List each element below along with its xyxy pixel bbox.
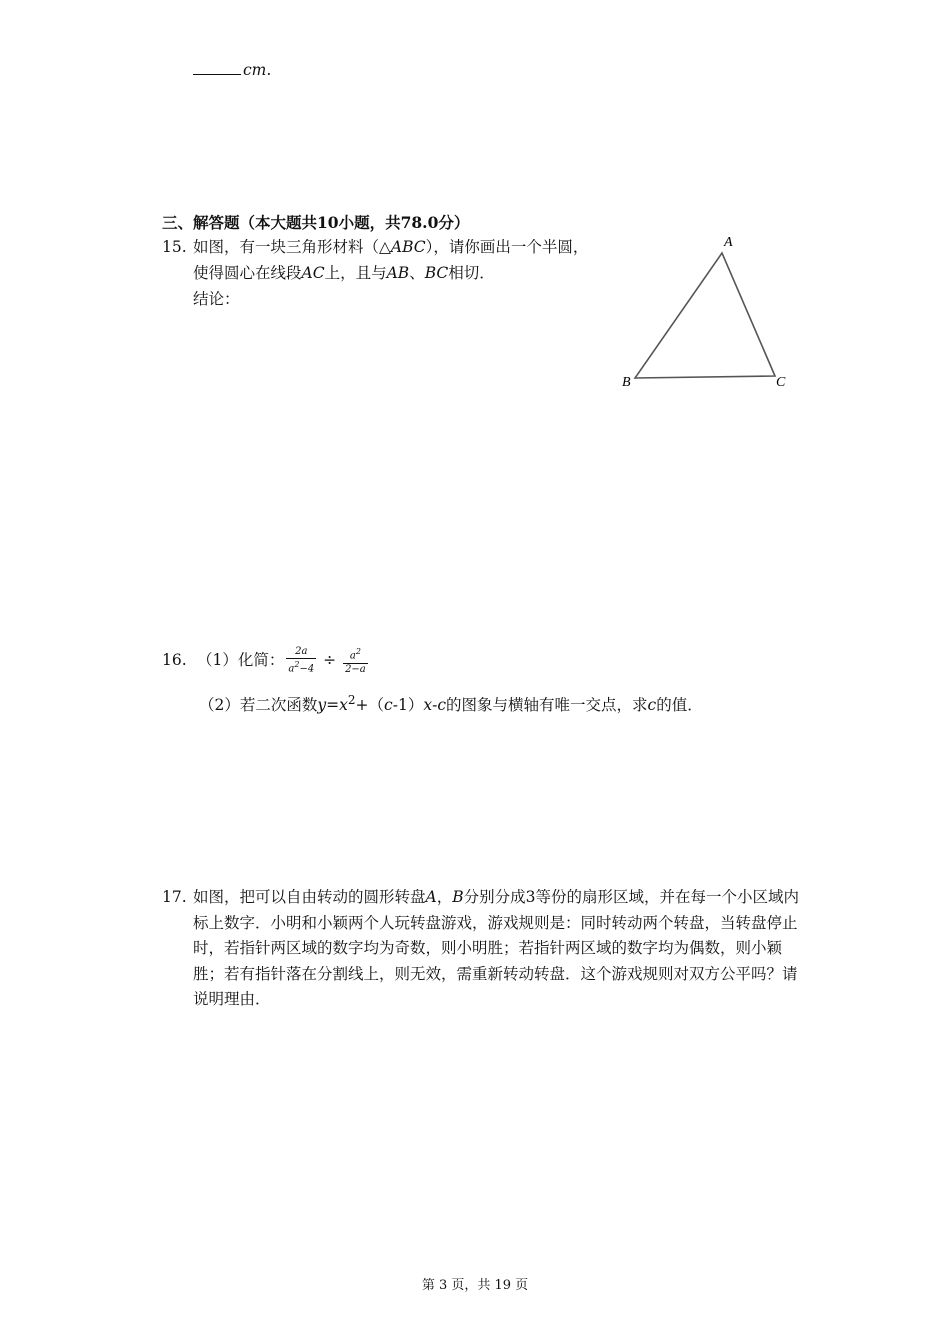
- section-count: 10: [317, 213, 339, 232]
- number-3: 3: [525, 888, 536, 906]
- num-base: a: [349, 650, 356, 662]
- segment-ac: AC: [301, 264, 325, 282]
- q17-paragraph: [193, 885, 808, 1013]
- q15-text: 如图，有一块三角形材料（△: [193, 238, 391, 256]
- num-exponent: 2: [355, 647, 361, 657]
- q16-part1: [197, 640, 370, 680]
- fraction-1: [286, 646, 316, 675]
- fill-blank: [193, 60, 241, 75]
- q15-triangle-name: ABC: [390, 238, 426, 256]
- division-sign: ÷: [323, 651, 337, 669]
- q17-text: 如图，把可以自由转动的圆形转盘: [193, 888, 426, 906]
- q15-line2: [193, 261, 495, 285]
- triangle-abc: [635, 253, 775, 378]
- section-suffix: 分）: [438, 213, 470, 232]
- unit-cm: cm: [243, 61, 267, 79]
- comma: ，: [436, 888, 453, 906]
- page-footer: 第 3 页，共 19 页: [421, 1278, 529, 1293]
- q15-conclusion-label: 结论：: [193, 290, 240, 308]
- vertex-label-c: C: [776, 375, 786, 390]
- q15-text: 使得圆心在线段: [193, 264, 302, 282]
- vertex-label-a: A: [724, 235, 733, 250]
- q16-number: 16.: [162, 651, 187, 669]
- segment-bc: BC: [424, 264, 449, 282]
- q15-text: 上，且与: [324, 264, 387, 282]
- section-score: 78.0: [400, 213, 439, 232]
- spinner-a: A: [425, 888, 437, 906]
- var-x: x: [339, 696, 348, 715]
- exponent: 2: [347, 693, 356, 707]
- q17-number: 17.: [162, 888, 187, 906]
- section-middle: 小题，共: [338, 213, 401, 232]
- minus: -: [432, 696, 438, 715]
- q15-number: 15.: [162, 238, 187, 256]
- fraction-2-numerator: [343, 646, 368, 663]
- fraction-1-denominator: [286, 659, 316, 675]
- var-y: y: [317, 696, 327, 715]
- den-exponent: 2: [294, 660, 300, 670]
- section-heading: [162, 211, 469, 235]
- fraction-2: [343, 646, 368, 675]
- var-c: c: [647, 696, 657, 715]
- q16-text: +（: [355, 696, 385, 715]
- fraction-1-numerator: 2a: [286, 646, 316, 659]
- period: .: [266, 61, 272, 79]
- q17-text: 分别分成: [463, 888, 526, 906]
- triangle-figure: [615, 228, 800, 398]
- q16-part2: [199, 688, 703, 717]
- spinner-b: B: [452, 888, 464, 906]
- den-rest: −4: [299, 663, 315, 675]
- var-x: x: [423, 696, 433, 715]
- q16-text: -1）: [392, 696, 424, 715]
- vertex-label-b: B: [622, 375, 631, 390]
- var-c: c: [384, 696, 393, 715]
- segment-ab: AB: [386, 264, 410, 282]
- equals: =: [326, 696, 340, 715]
- section-prefix: 三、解答题（本大题共: [162, 213, 318, 232]
- den-base: a: [288, 663, 295, 675]
- separator: 、: [409, 264, 425, 282]
- fraction-2-denominator: 2−a: [345, 663, 366, 675]
- q16-text: （2）若二次函数: [199, 696, 318, 715]
- q15-text: 相切．: [448, 264, 495, 282]
- answer-blank-line: [193, 58, 271, 82]
- var-c: c: [437, 696, 447, 715]
- q15-text: ），请你画出一个半圆，: [425, 238, 589, 256]
- q16-part1-label: （1）化简：: [197, 651, 285, 669]
- q16-text: 的值．: [656, 696, 703, 715]
- q15-line1: [193, 235, 588, 259]
- q16-text: 的图象与横轴有唯一交点，求: [446, 696, 648, 715]
- q17-text: 等份的扇形区域，并在每一个小区域内标上数字．小明和小颖两个人玩转盘游戏，游戏规则是：同时转动两个转盘，当转盘停止时，若指针两区域的数字均为奇数，则小明胜；若指针两区域的数字均为偶数，则小颖胜；若有指针落在分割线上，则无效，需重新转动转盘．这个游戏规则对双方公平吗？请说明理由．: [193, 888, 800, 1008]
